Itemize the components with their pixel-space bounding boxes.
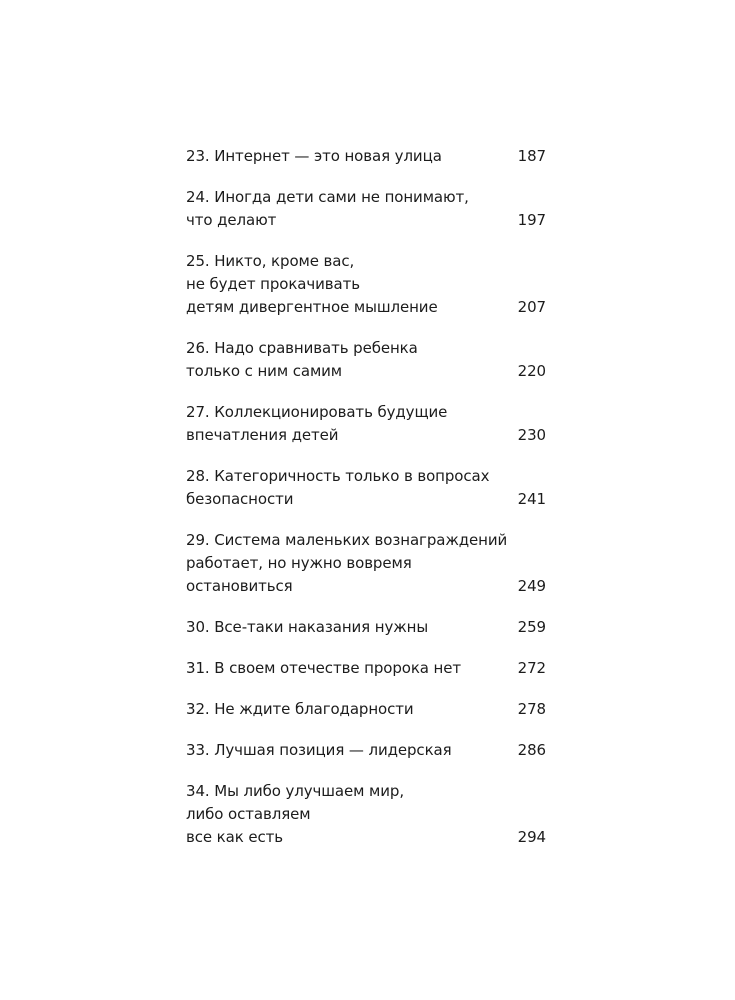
toc-entry-32 xyxy=(186,698,546,721)
toc-entry-28 xyxy=(186,465,546,511)
toc-entry-title-line: что делают xyxy=(186,211,277,229)
toc-entry-title-line: только с ним самим xyxy=(186,362,343,380)
toc-entry-title-line: 33. Лучшая позиция — лидерская xyxy=(186,741,452,759)
table-of-contents xyxy=(186,145,546,867)
toc-entry-34 xyxy=(186,780,546,849)
toc-entry-title-line: детям дивергентное мышление xyxy=(186,298,438,316)
toc-entry-title-line: впечатления детей xyxy=(186,426,339,444)
toc-page-number: 220 xyxy=(517,362,546,380)
toc-entry-title-line: безопасности xyxy=(186,490,294,508)
toc-page-number: 197 xyxy=(517,211,546,229)
toc-entry-title-line: 31. В своем отечестве пророка нет xyxy=(186,659,462,677)
toc-page-number: 278 xyxy=(517,700,546,718)
toc-entry-25 xyxy=(186,250,546,319)
toc-entry-24 xyxy=(186,186,546,232)
toc-entry-29 xyxy=(186,529,546,598)
toc-entry-title-line: не будет прокачивать xyxy=(186,275,361,293)
toc-entry-title-line: работает, но нужно вовремя xyxy=(186,554,412,572)
toc-entry-30 xyxy=(186,616,546,639)
toc-entry-23 xyxy=(186,145,546,168)
toc-entry-title-line: 24. Иногда дети сами не понимают, xyxy=(186,188,469,206)
toc-entry-title-line: все как есть xyxy=(186,828,284,846)
toc-entry-31 xyxy=(186,657,546,680)
toc-entry-27 xyxy=(186,401,546,447)
toc-page-number: 286 xyxy=(517,741,546,759)
toc-page-number: 230 xyxy=(517,426,546,444)
toc-entry-title-line: 28. Категоричность только в вопросах xyxy=(186,467,490,485)
toc-entry-title-line: 23. Интернет — это новая улица xyxy=(186,147,442,165)
toc-entry-title-line: либо оставляем xyxy=(186,805,311,823)
toc-entry-title-line: остановиться xyxy=(186,577,293,595)
toc-page-number: 187 xyxy=(517,147,546,165)
toc-entry-title-line: 32. Не ждите благодарности xyxy=(186,700,414,718)
toc-entry-title-line: 27. Коллекционировать будущие xyxy=(186,403,448,421)
toc-entry-title-line: 26. Надо сравнивать ребенка xyxy=(186,339,418,357)
toc-entry-title-line: 29. Система маленьких вознаграждений xyxy=(186,531,508,549)
toc-page-number: 241 xyxy=(517,490,546,508)
toc-page-number: 272 xyxy=(517,659,546,677)
toc-entry-title-line: 25. Никто, кроме вас, xyxy=(186,252,355,270)
toc-page-number: 294 xyxy=(517,828,546,846)
toc-entry-title-line: 34. Мы либо улучшаем мир, xyxy=(186,782,404,800)
toc-entry-33 xyxy=(186,739,546,762)
toc-page-number: 249 xyxy=(517,577,546,595)
toc-entry-26 xyxy=(186,337,546,383)
toc-entry-title-line: 30. Все-таки наказания нужны xyxy=(186,618,429,636)
toc-page-number: 259 xyxy=(517,618,546,636)
toc-page-number: 207 xyxy=(517,298,546,316)
